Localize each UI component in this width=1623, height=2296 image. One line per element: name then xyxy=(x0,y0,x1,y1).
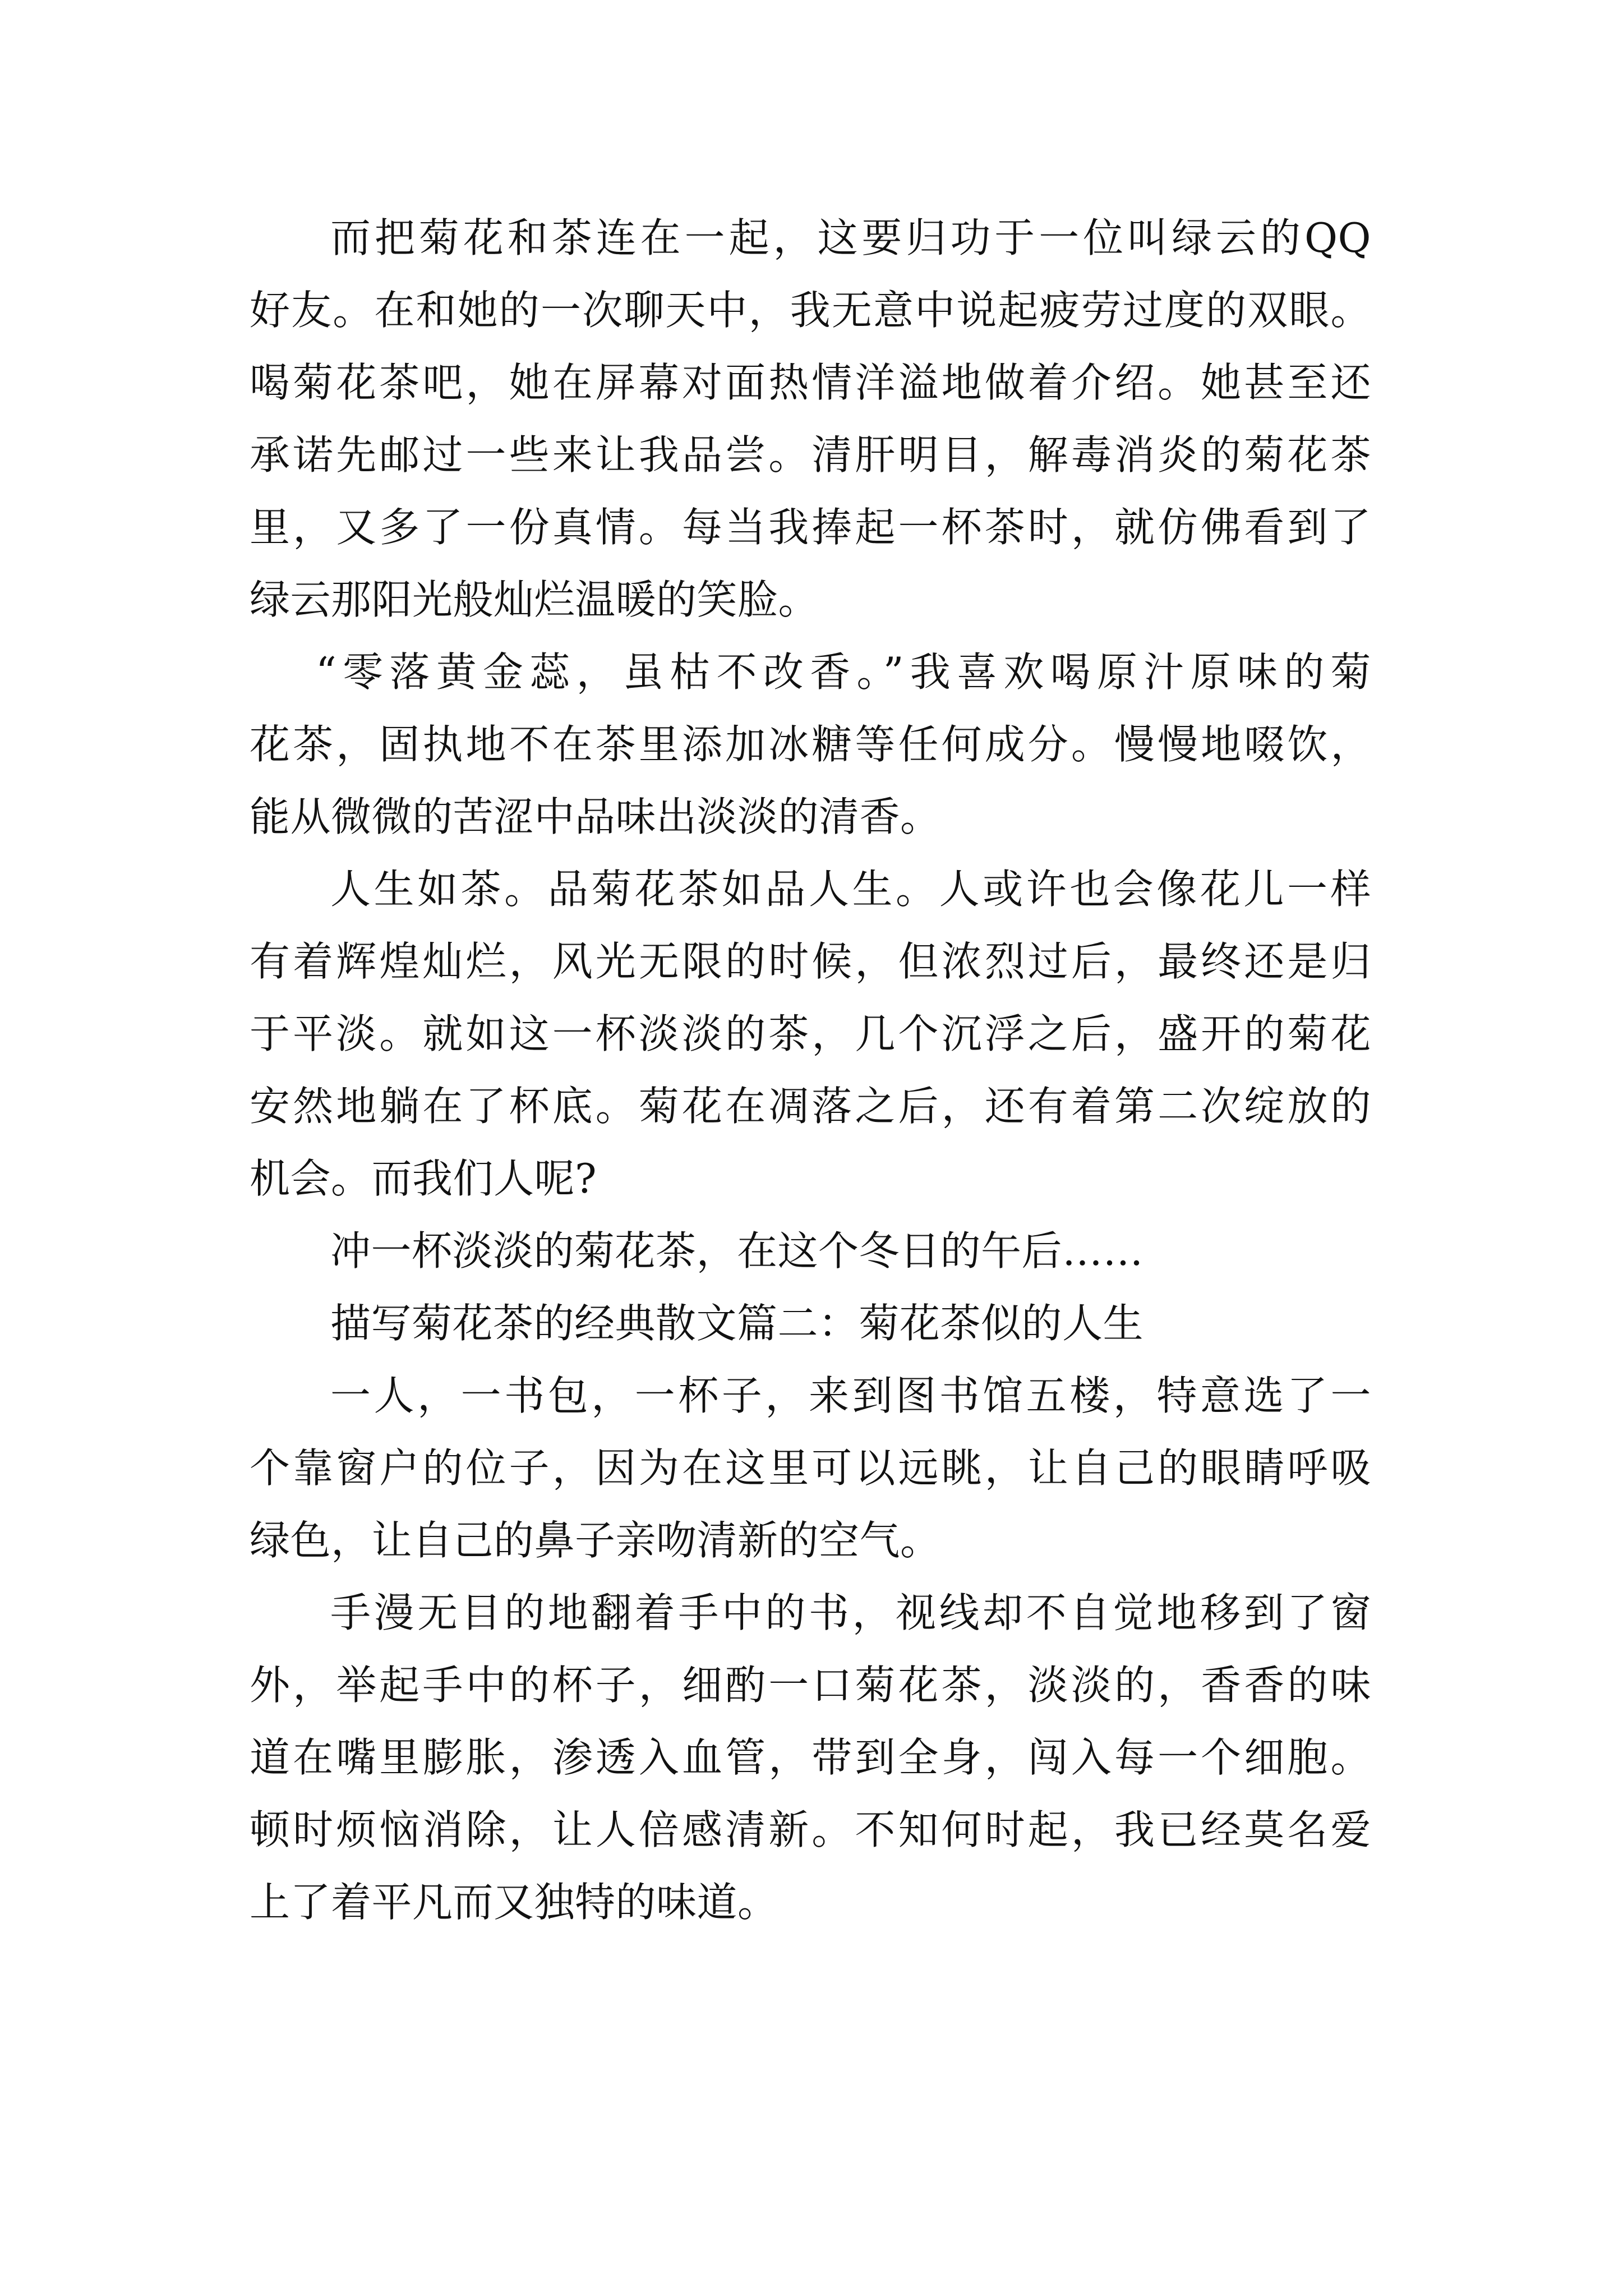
text-line: 有着辉煌灿烂，风光无限的时候，但浓烈过后，最终还是归 xyxy=(250,938,1371,985)
text-line: 上了着平凡而又独特的味道。 xyxy=(250,1879,778,1926)
text-line: “零落黄金蕊，虽枯不改香。”我喜欢喝原汁原味的菊 xyxy=(316,648,1371,696)
text-line: 一人，一书包，一杯子，来到图书馆五楼，特意选了一 xyxy=(330,1372,1371,1419)
text-line: 人生如茶。品菊花茶如品人生。人或许也会像花儿一样 xyxy=(330,866,1371,913)
text-line: 手漫无目的地翻着手中的书，视线却不自觉地移到了窗 xyxy=(330,1589,1371,1636)
paragraph-6 xyxy=(250,1360,1371,1577)
document-body xyxy=(250,202,1371,1939)
paragraph-1 xyxy=(250,202,1371,636)
text-line: 而把菊花和茶连在一起，这要归功于一位叫绿云的QQ xyxy=(330,214,1371,261)
text-line: 描写菊花茶的经典散文篇二：菊花茶似的人生 xyxy=(330,1300,1144,1347)
text-line: 机会。而我们人呢? xyxy=(250,1155,597,1202)
section-heading xyxy=(250,1287,1371,1360)
text-line: 道在嘴里膨胀，渗透入血管，带到全身，闯入每一个细胞。 xyxy=(250,1734,1371,1781)
text-line: 外，举起手中的杯子，细酌一口菊花茶，淡淡的，香香的味 xyxy=(250,1662,1371,1709)
paragraph-7 xyxy=(250,1577,1371,1939)
text-line: 于平淡。就如这一杯淡淡的茶，几个沉浮之后，盛开的菊花 xyxy=(250,1010,1371,1057)
text-line: 承诺先邮过一些来让我品尝。清肝明目，解毒消炎的菊花茶 xyxy=(250,431,1371,478)
text-line: 能从微微的苦涩中品味出淡淡的清香。 xyxy=(250,793,941,840)
text-line: 喝菊花茶吧，她在屏幕对面热情洋溢地做着介绍。她甚至还 xyxy=(250,359,1371,406)
text-line: 冲一杯淡淡的菊花茶，在这个冬日的午后…… xyxy=(330,1227,1144,1274)
paragraph-2 xyxy=(250,636,1371,853)
paragraph-3 xyxy=(250,853,1371,1215)
text-line: 绿色，让自己的鼻子亲吻清新的空气。 xyxy=(250,1517,941,1564)
text-line: 顿时烦恼消除，让人倍感清新。不知何时起，我已经莫名爱 xyxy=(250,1806,1371,1853)
paragraph-4 xyxy=(250,1215,1371,1287)
text-line: 安然地躺在了杯底。菊花在凋落之后，还有着第二次绽放的 xyxy=(250,1083,1371,1130)
text-line: 里，又多了一份真情。每当我捧起一杯茶时，就仿佛看到了 xyxy=(250,504,1371,551)
text-line: 绿云那阳光般灿烂温暖的笑脸。 xyxy=(250,576,819,623)
text-line: 个靠窗户的位子，因为在这里可以远眺，让自己的眼睛呼吸 xyxy=(250,1444,1371,1492)
text-line: 好友。在和她的一次聊天中，我无意中说起疲劳过度的双眼。 xyxy=(250,287,1371,334)
text-line: 花茶，固执地不在茶里添加冰糖等任何成分。慢慢地啜饮， xyxy=(250,721,1371,768)
